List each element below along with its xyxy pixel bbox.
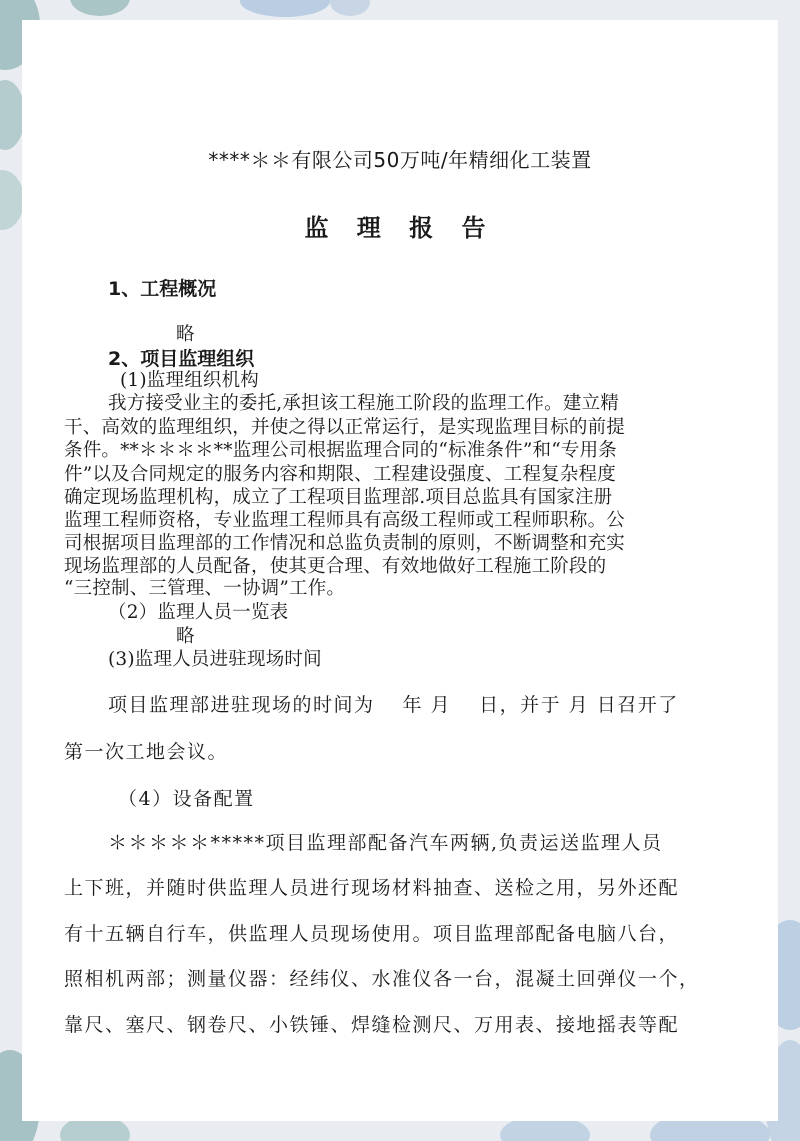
- document-page: [22, 20, 778, 1121]
- paragraph-line: “三控制、三管理、一协调”工作。: [64, 578, 346, 599]
- paragraph-line: 靠尺、塞尺、钢卷尺、小铁锤、焊缝检测尺、万用表、接地摇表等配: [64, 1014, 680, 1036]
- subsection-heading: （2）监理人员一览表: [108, 602, 289, 623]
- subsection-heading: （4）设备配置: [118, 788, 255, 810]
- watercolor-blob: [0, 170, 24, 230]
- subsection-heading: (3)监理人员进驻现场时间: [108, 649, 322, 670]
- watercolor-blob: [70, 0, 130, 16]
- paragraph-line: 条件。**＊＊＊＊**监理公司根据监理合同的“标准条件”和“专用条: [64, 440, 617, 461]
- section-content: 略: [176, 324, 195, 345]
- paragraph-line: 有十五辆自行车，供监理人员现场使用。项目监理部配备电脑八台，: [64, 923, 680, 945]
- paragraph-line: 司根据项目监理部的工作情况和总监负责制的原则，不断调整和充实: [64, 533, 626, 554]
- document-title: ****＊＊有限公司50万吨/年精细化工装置: [208, 148, 592, 172]
- document-subtitle: 监 理 报 告: [304, 214, 496, 242]
- paragraph-line: 照相机两部；测量仪器：经纬仪、水准仪各一台，混凝土回弹仪一个，: [64, 968, 700, 990]
- section-heading: 1、工程概况: [108, 278, 217, 300]
- section-content: 略: [176, 626, 195, 647]
- paragraph-line: 监理工程师资格，专业监理工程师具有高级工程师或工程师职称。公: [64, 510, 626, 531]
- paragraph-line: 确定现场监理机构，成立了工程项目监理部.项目总监具有国家注册: [64, 487, 613, 508]
- watercolor-blob: [240, 0, 330, 17]
- paragraph-line: 第一次工地会议。: [64, 741, 229, 763]
- paragraph-line: 我方接受业主的委托,承担该工程施工阶段的监理工作。建立精: [108, 393, 619, 414]
- paragraph-line: 干、高效的监理组织，并使之得以正常运行，是实现监理目标的前提: [64, 417, 626, 438]
- paragraph-line: ＊＊＊＊＊*****项目监理部配备汽车两辆,负责运送监理人员: [108, 832, 663, 854]
- paragraph-line: 项目监理部进驻现场的时间为 年 月 日，并于 月 日召开了: [108, 694, 679, 716]
- section-heading: 2、项目监理组织: [108, 348, 255, 370]
- watercolor-blob: [330, 0, 370, 16]
- paragraph-line: 件”以及合同规定的服务内容和期限、工程建设强度、工程复杂程度: [64, 464, 616, 485]
- subsection-heading: (1)监理组织机构: [120, 370, 260, 391]
- paragraph-line: 上下班，并随时供监理人员进行现场材料抽查、送检之用，另外还配: [64, 877, 680, 899]
- paragraph-line: 现场监理部的人员配备，使其更合理、有效地做好工程施工阶段的: [64, 556, 607, 577]
